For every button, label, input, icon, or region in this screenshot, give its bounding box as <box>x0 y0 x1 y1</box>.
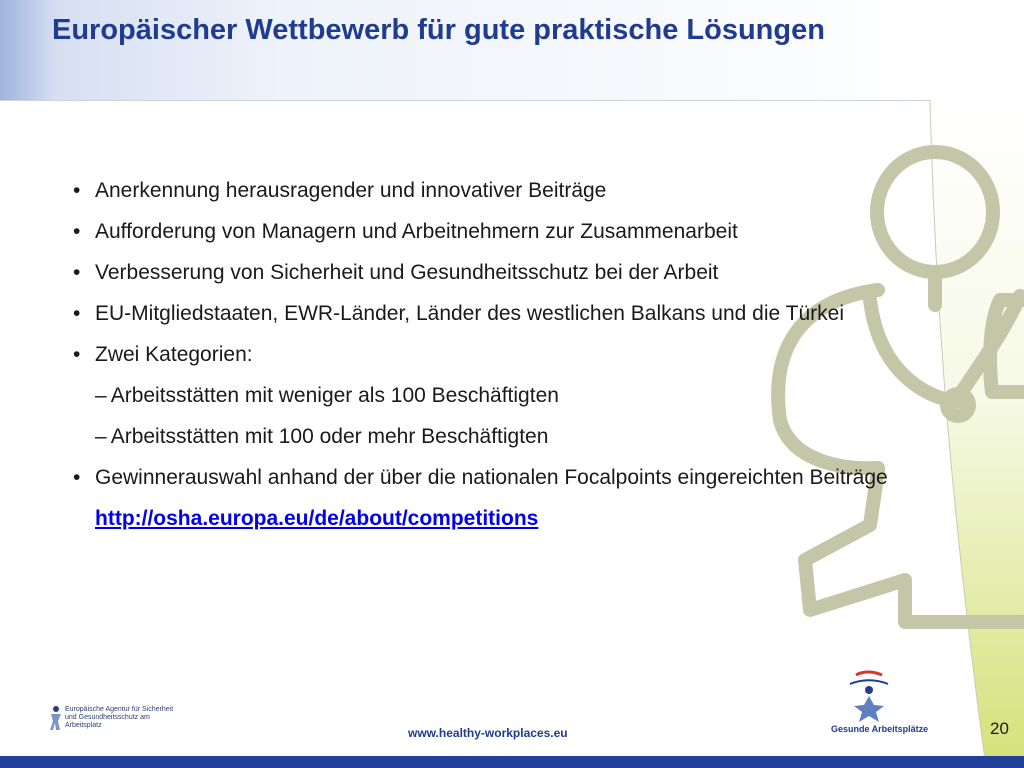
bullet-item-countries: • EU-Mitgliedstaaten, EWR-Länder, Länder des westlichen Balkans und die Türkei <box>73 299 893 329</box>
dash-marker: – <box>95 425 107 448</box>
competitions-link[interactable]: http://osha.europa.eu/de/about/competitions <box>95 507 539 530</box>
sub-bullet-text: Arbeitsstätten mit weniger als 100 Beschäftigten <box>110 384 559 407</box>
agency-logo <box>48 705 174 736</box>
bullet-item-recognition: • Anerkennung herausragender und innovativer Beiträge <box>73 176 893 206</box>
sub-bullet-small-workplaces <box>73 381 893 411</box>
bullet-item-winner-selection: • Gewinnerauswahl anhand der über die nationalen Focalpoints eingereichten Beiträge <box>73 463 893 493</box>
campaign-logo <box>826 668 929 742</box>
campaign-logo-text: Gesunde Arbeitsplätze <box>831 724 929 734</box>
green-wedge-shape <box>930 100 1024 760</box>
sub-bullet-large-workplaces <box>73 422 893 452</box>
campaign-star-figure-icon <box>826 668 916 724</box>
agency-figure-icon <box>48 705 64 731</box>
bullet-item-safety: • Verbesserung von Sicherheit und Gesundheitsschutz bei der Arbeit <box>73 258 893 288</box>
dash-marker: – <box>95 384 107 407</box>
footer-url: www.healthy-workplaces.eu <box>408 726 568 740</box>
bullet-item-cooperation: • Aufforderung von Managern und Arbeitnehmern zur Zusammenarbeit <box>73 217 893 247</box>
bullet-list <box>73 176 893 545</box>
link-item <box>73 504 893 534</box>
slide-title: Europäischer Wettbewerb für gute praktische Lösungen <box>52 14 825 46</box>
bottom-bar <box>0 756 1024 768</box>
agency-logo-text: Europäische Agentur für Sicherheit und Gesundheitsschutz am Arbeitsplatz <box>65 706 174 729</box>
bullet-item-categories: • Zwei Kategorien: <box>73 340 893 370</box>
page-number: 20 <box>990 719 1009 738</box>
sub-bullet-text: Arbeitsstätten mit 100 oder mehr Beschäftigten <box>110 425 549 448</box>
